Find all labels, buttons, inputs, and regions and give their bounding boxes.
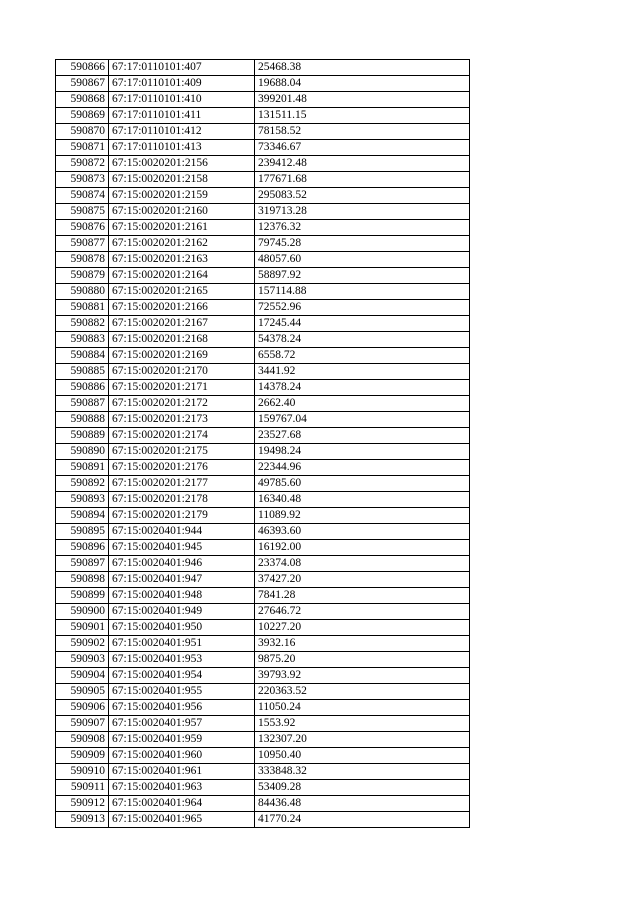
record-id-cell: 590874 <box>56 188 109 204</box>
cadastral-number-cell: 67:15:0020401:965 <box>109 812 255 828</box>
amount-cell: 12376.32 <box>255 220 470 236</box>
record-id-cell: 590868 <box>56 92 109 108</box>
record-id-cell: 590867 <box>56 76 109 92</box>
record-id-cell: 590901 <box>56 620 109 636</box>
table-row <box>56 252 470 268</box>
amount-cell: 11089.92 <box>255 508 470 524</box>
cadastral-number-cell: 67:15:0020201:2172 <box>109 396 255 412</box>
amount-cell: 19688.04 <box>255 76 470 92</box>
record-id-cell: 590896 <box>56 540 109 556</box>
record-id-cell: 590909 <box>56 748 109 764</box>
cadastral-number-cell: 67:15:0020401:961 <box>109 764 255 780</box>
amount-cell: 25468.38 <box>255 60 470 76</box>
cadastral-number-cell: 67:15:0020201:2175 <box>109 444 255 460</box>
amount-cell: 14378.24 <box>255 380 470 396</box>
amount-cell: 27646.72 <box>255 604 470 620</box>
record-id-cell: 590878 <box>56 252 109 268</box>
cadastral-number-cell: 67:15:0020201:2161 <box>109 220 255 236</box>
table-row <box>56 284 470 300</box>
records-table <box>55 59 470 828</box>
amount-cell: 54378.24 <box>255 332 470 348</box>
cadastral-number-cell: 67:17:0110101:411 <box>109 108 255 124</box>
record-id-cell: 590886 <box>56 380 109 396</box>
amount-cell: 177671.68 <box>255 172 470 188</box>
table-row <box>56 684 470 700</box>
cadastral-number-cell: 67:15:0020401:944 <box>109 524 255 540</box>
cadastral-number-cell: 67:15:0020401:959 <box>109 732 255 748</box>
table-row <box>56 236 470 252</box>
cadastral-number-cell: 67:15:0020401:955 <box>109 684 255 700</box>
cadastral-number-cell: 67:17:0110101:412 <box>109 124 255 140</box>
amount-cell: 2662.40 <box>255 396 470 412</box>
record-id-cell: 590884 <box>56 348 109 364</box>
cadastral-number-cell: 67:15:0020201:2166 <box>109 300 255 316</box>
amount-cell: 11050.24 <box>255 700 470 716</box>
table-row <box>56 332 470 348</box>
cadastral-number-cell: 67:15:0020201:2173 <box>109 412 255 428</box>
amount-cell: 48057.60 <box>255 252 470 268</box>
record-id-cell: 590903 <box>56 652 109 668</box>
amount-cell: 10950.40 <box>255 748 470 764</box>
record-id-cell: 590885 <box>56 364 109 380</box>
table-row <box>56 652 470 668</box>
amount-cell: 6558.72 <box>255 348 470 364</box>
record-id-cell: 590882 <box>56 316 109 332</box>
cadastral-number-cell: 67:15:0020401:954 <box>109 668 255 684</box>
table-row <box>56 812 470 828</box>
table-row <box>56 156 470 172</box>
amount-cell: 333848.32 <box>255 764 470 780</box>
table-row <box>56 76 470 92</box>
record-id-cell: 590891 <box>56 460 109 476</box>
amount-cell: 239412.48 <box>255 156 470 172</box>
record-id-cell: 590912 <box>56 796 109 812</box>
cadastral-number-cell: 67:17:0110101:413 <box>109 140 255 156</box>
record-id-cell: 590875 <box>56 204 109 220</box>
amount-cell: 3932.16 <box>255 636 470 652</box>
cadastral-number-cell: 67:15:0020401:947 <box>109 572 255 588</box>
cadastral-number-cell: 67:15:0020201:2163 <box>109 252 255 268</box>
table-row <box>56 524 470 540</box>
cadastral-number-cell: 67:15:0020201:2169 <box>109 348 255 364</box>
table-row <box>56 492 470 508</box>
table-row <box>56 412 470 428</box>
table-row <box>56 460 470 476</box>
cadastral-number-cell: 67:15:0020201:2177 <box>109 476 255 492</box>
record-id-cell: 590895 <box>56 524 109 540</box>
table-row <box>56 348 470 364</box>
table-row <box>56 748 470 764</box>
record-id-cell: 590902 <box>56 636 109 652</box>
record-id-cell: 590869 <box>56 108 109 124</box>
cadastral-number-cell: 67:15:0020201:2171 <box>109 380 255 396</box>
table-row <box>56 668 470 684</box>
amount-cell: 17245.44 <box>255 316 470 332</box>
table-row <box>56 316 470 332</box>
record-id-cell: 590913 <box>56 812 109 828</box>
amount-cell: 22344.96 <box>255 460 470 476</box>
table-row <box>56 380 470 396</box>
amount-cell: 131511.15 <box>255 108 470 124</box>
amount-cell: 10227.20 <box>255 620 470 636</box>
cadastral-number-cell: 67:15:0020201:2174 <box>109 428 255 444</box>
record-id-cell: 590908 <box>56 732 109 748</box>
table-row <box>56 796 470 812</box>
records-table-body <box>56 60 470 828</box>
amount-cell: 41770.24 <box>255 812 470 828</box>
amount-cell: 7841.28 <box>255 588 470 604</box>
amount-cell: 399201.48 <box>255 92 470 108</box>
table-row <box>56 476 470 492</box>
record-id-cell: 590899 <box>56 588 109 604</box>
table-row <box>56 204 470 220</box>
table-row <box>56 716 470 732</box>
amount-cell: 72552.96 <box>255 300 470 316</box>
record-id-cell: 590897 <box>56 556 109 572</box>
amount-cell: 58897.92 <box>255 268 470 284</box>
table-row <box>56 444 470 460</box>
record-id-cell: 590881 <box>56 300 109 316</box>
cadastral-number-cell: 67:15:0020401:951 <box>109 636 255 652</box>
cadastral-number-cell: 67:15:0020201:2158 <box>109 172 255 188</box>
amount-cell: 49785.60 <box>255 476 470 492</box>
amount-cell: 159767.04 <box>255 412 470 428</box>
record-id-cell: 590877 <box>56 236 109 252</box>
record-id-cell: 590898 <box>56 572 109 588</box>
table-row <box>56 428 470 444</box>
table-row <box>56 604 470 620</box>
cadastral-number-cell: 67:15:0020201:2179 <box>109 508 255 524</box>
table-row <box>56 764 470 780</box>
cadastral-number-cell: 67:15:0020201:2176 <box>109 460 255 476</box>
amount-cell: 16192.00 <box>255 540 470 556</box>
amount-cell: 220363.52 <box>255 684 470 700</box>
amount-cell: 319713.28 <box>255 204 470 220</box>
cadastral-number-cell: 67:15:0020401:949 <box>109 604 255 620</box>
amount-cell: 53409.28 <box>255 780 470 796</box>
record-id-cell: 590894 <box>56 508 109 524</box>
table-row <box>56 364 470 380</box>
table-row <box>56 780 470 796</box>
record-id-cell: 590904 <box>56 668 109 684</box>
table-row <box>56 556 470 572</box>
record-id-cell: 590866 <box>56 60 109 76</box>
amount-cell: 73346.67 <box>255 140 470 156</box>
record-id-cell: 590883 <box>56 332 109 348</box>
amount-cell: 295083.52 <box>255 188 470 204</box>
table-row <box>56 732 470 748</box>
record-id-cell: 590888 <box>56 412 109 428</box>
table-row <box>56 620 470 636</box>
amount-cell: 84436.48 <box>255 796 470 812</box>
record-id-cell: 590906 <box>56 700 109 716</box>
amount-cell: 39793.92 <box>255 668 470 684</box>
cadastral-number-cell: 67:15:0020401:945 <box>109 540 255 556</box>
table-row <box>56 300 470 316</box>
record-id-cell: 590889 <box>56 428 109 444</box>
amount-cell: 132307.20 <box>255 732 470 748</box>
amount-cell: 1553.92 <box>255 716 470 732</box>
cadastral-number-cell: 67:15:0020401:960 <box>109 748 255 764</box>
record-id-cell: 590876 <box>56 220 109 236</box>
record-id-cell: 590910 <box>56 764 109 780</box>
cadastral-number-cell: 67:15:0020201:2168 <box>109 332 255 348</box>
record-id-cell: 590871 <box>56 140 109 156</box>
record-id-cell: 590907 <box>56 716 109 732</box>
amount-cell: 157114.88 <box>255 284 470 300</box>
amount-cell: 16340.48 <box>255 492 470 508</box>
table-row <box>56 60 470 76</box>
cadastral-number-cell: 67:15:0020401:946 <box>109 556 255 572</box>
record-id-cell: 590887 <box>56 396 109 412</box>
table-row <box>56 124 470 140</box>
cadastral-number-cell: 67:15:0020201:2165 <box>109 284 255 300</box>
record-id-cell: 590892 <box>56 476 109 492</box>
cadastral-number-cell: 67:15:0020201:2162 <box>109 236 255 252</box>
amount-cell: 23374.08 <box>255 556 470 572</box>
cadastral-number-cell: 67:17:0110101:410 <box>109 92 255 108</box>
table-row <box>56 588 470 604</box>
cadastral-number-cell: 67:15:0020201:2160 <box>109 204 255 220</box>
table-row <box>56 92 470 108</box>
table-row <box>56 636 470 652</box>
record-id-cell: 590905 <box>56 684 109 700</box>
cadastral-number-cell: 67:17:0110101:407 <box>109 60 255 76</box>
table-row <box>56 220 470 236</box>
cadastral-number-cell: 67:15:0020401:953 <box>109 652 255 668</box>
cadastral-number-cell: 67:15:0020201:2170 <box>109 364 255 380</box>
amount-cell: 23527.68 <box>255 428 470 444</box>
cadastral-number-cell: 67:15:0020201:2167 <box>109 316 255 332</box>
table-row <box>56 700 470 716</box>
cadastral-number-cell: 67:15:0020401:950 <box>109 620 255 636</box>
record-id-cell: 590870 <box>56 124 109 140</box>
amount-cell: 3441.92 <box>255 364 470 380</box>
record-id-cell: 590872 <box>56 156 109 172</box>
cadastral-number-cell: 67:15:0020401:957 <box>109 716 255 732</box>
table-row <box>56 540 470 556</box>
cadastral-number-cell: 67:15:0020201:2178 <box>109 492 255 508</box>
amount-cell: 9875.20 <box>255 652 470 668</box>
amount-cell: 79745.28 <box>255 236 470 252</box>
table-row <box>56 396 470 412</box>
amount-cell: 46393.60 <box>255 524 470 540</box>
cadastral-number-cell: 67:15:0020401:964 <box>109 796 255 812</box>
table-row <box>56 140 470 156</box>
cadastral-number-cell: 67:15:0020401:963 <box>109 780 255 796</box>
cadastral-number-cell: 67:15:0020401:956 <box>109 700 255 716</box>
cadastral-number-cell: 67:15:0020201:2159 <box>109 188 255 204</box>
table-row <box>56 108 470 124</box>
table-row <box>56 268 470 284</box>
table-row <box>56 508 470 524</box>
cadastral-number-cell: 67:15:0020201:2156 <box>109 156 255 172</box>
record-id-cell: 590880 <box>56 284 109 300</box>
amount-cell: 37427.20 <box>255 572 470 588</box>
table-row <box>56 188 470 204</box>
amount-cell: 78158.52 <box>255 124 470 140</box>
record-id-cell: 590879 <box>56 268 109 284</box>
record-id-cell: 590893 <box>56 492 109 508</box>
record-id-cell: 590873 <box>56 172 109 188</box>
cadastral-number-cell: 67:15:0020401:948 <box>109 588 255 604</box>
cadastral-number-cell: 67:15:0020201:2164 <box>109 268 255 284</box>
record-id-cell: 590900 <box>56 604 109 620</box>
amount-cell: 19498.24 <box>255 444 470 460</box>
table-row <box>56 172 470 188</box>
record-id-cell: 590911 <box>56 780 109 796</box>
table-row <box>56 572 470 588</box>
record-id-cell: 590890 <box>56 444 109 460</box>
cadastral-number-cell: 67:17:0110101:409 <box>109 76 255 92</box>
